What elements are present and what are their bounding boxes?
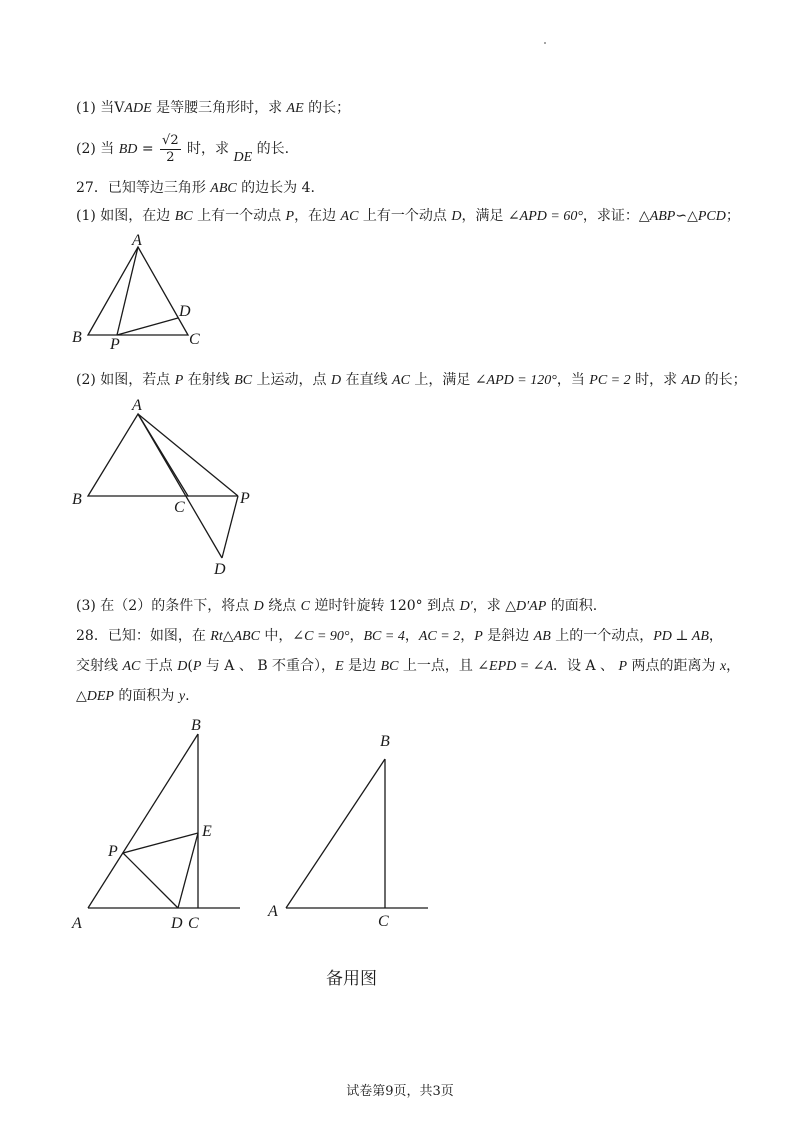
line-ac: AC: [392, 373, 410, 388]
t: ，: [349, 628, 364, 644]
t: 时，求: [630, 372, 682, 388]
t: 绕点: [263, 598, 301, 614]
q28-line3: [76, 686, 190, 707]
var-x: x: [719, 659, 727, 674]
t: 上，满足: [409, 372, 475, 388]
t: ．设 A 、: [553, 658, 619, 674]
label-d: D: [171, 915, 183, 932]
angle-apd: ∠APD = 60°: [507, 209, 583, 224]
angle-apd: ∠APD = 120°: [474, 373, 557, 388]
label-b: B: [72, 491, 82, 508]
q26-p2-fraction: [160, 133, 181, 166]
label-a: A: [72, 915, 82, 932]
q26-p2-text-c: 的长.: [252, 141, 290, 157]
t: 到点: [422, 598, 460, 614]
label-c: C: [174, 499, 185, 516]
label-c: C: [188, 915, 199, 932]
rt-triangle: Rt△ABC: [210, 629, 260, 644]
q27-figure-2: [60, 390, 260, 580]
pc-value: PC = 2: [589, 373, 631, 388]
hypotenuse-ab: [286, 759, 385, 908]
t: 于点: [140, 658, 178, 674]
t: 上有一个动点: [192, 208, 286, 224]
triangle-abc: [88, 414, 188, 496]
q27-part1: [76, 206, 740, 227]
t: 两点的距离为: [627, 658, 720, 674]
q26-p2-lhs: BD: [118, 142, 138, 157]
pt-p: P: [174, 373, 184, 388]
t: 在射线: [183, 372, 235, 388]
q28-line2: [76, 656, 740, 677]
t: ，当: [556, 372, 590, 388]
page-footer: 试卷第9页，共3页: [346, 1084, 454, 1099]
t: 逆时针旋转: [310, 598, 389, 614]
q28-figure-2: [260, 726, 440, 932]
t: 交射线: [76, 658, 123, 674]
q27-intro-tri: ABC: [210, 181, 237, 196]
seg-ab: AB: [533, 629, 551, 644]
t: 是斜边: [482, 628, 534, 644]
pt-d: D: [253, 599, 264, 614]
t: 上一点，且: [398, 658, 478, 674]
pt-d-prime: D′: [459, 599, 473, 614]
q27-intro: [76, 178, 315, 199]
scan-speck: [544, 42, 546, 44]
t: (2) 如图，若点: [76, 372, 175, 388]
pt-p: P: [192, 659, 202, 674]
t: (1) 如图，在边: [76, 208, 175, 224]
fraction-denominator: 2: [166, 149, 175, 165]
segment-ap: [117, 247, 138, 335]
seg-bc: BC: [380, 659, 399, 674]
t: (3) 在（2）的条件下，将点: [76, 598, 254, 614]
bc-value: BC = 4: [363, 629, 405, 644]
triangle-dap: △D′AP: [505, 599, 547, 614]
t: ，求: [472, 598, 506, 614]
t: 的长；: [700, 372, 747, 388]
rotation-angle: 120°: [388, 598, 423, 614]
q26-p2-eq: =: [137, 141, 159, 157]
q27-part3: [76, 596, 597, 617]
angle-epd: ∠EPD = ∠A: [477, 659, 554, 674]
q27-figure-1: [60, 228, 220, 356]
pt-d: D: [177, 659, 188, 674]
q27-part2: [76, 370, 747, 391]
t: 上的一个动点，: [550, 628, 654, 644]
t: (: [187, 658, 193, 674]
triangle-dep: △DEP: [76, 689, 114, 704]
pt-d: D: [451, 209, 462, 224]
pt-c: C: [300, 599, 311, 614]
hypotenuse-ab: [88, 734, 198, 908]
label-p: P: [110, 336, 120, 353]
label-b: B: [72, 329, 82, 346]
q26-p1-name: ADE: [124, 101, 152, 116]
t: ；: [725, 208, 740, 224]
label-a: A: [132, 232, 142, 249]
pt-e: E: [335, 659, 344, 674]
perpendicular: PD ⊥ AB: [653, 629, 709, 644]
label-b: B: [380, 733, 390, 750]
t: 上有一个动点: [358, 208, 452, 224]
q28-line1: [76, 626, 723, 647]
seg-ad: AD: [681, 373, 701, 388]
segment-pd: [123, 853, 178, 908]
q26-p1-text-b: 是等腰三角形时，求: [151, 100, 287, 116]
pt-p: P: [618, 659, 628, 674]
line-ad: [138, 414, 222, 558]
t: ，: [726, 658, 741, 674]
ray-bc: BC: [234, 373, 253, 388]
segment-pd: [222, 496, 238, 558]
angle-c: ∠C = 90°: [292, 629, 350, 644]
var-y: y: [178, 689, 186, 704]
seg-ac: AC: [340, 209, 359, 224]
t: ，求证：: [582, 208, 639, 224]
t: ，: [460, 628, 475, 644]
q26-p1-seg: AE: [286, 101, 304, 116]
label-p: P: [108, 843, 118, 860]
label-p: P: [240, 490, 250, 507]
label-c: C: [189, 331, 200, 348]
t: 的面积为: [113, 688, 179, 704]
q26-p2-text-b: 时，求: [182, 141, 234, 157]
label-c: C: [378, 913, 389, 930]
pt-d: D: [331, 373, 342, 388]
q26-p2-text-a: (2) 当: [76, 141, 119, 157]
t: ，: [404, 628, 419, 644]
segment-pd: [117, 318, 178, 335]
q26-p1-text-a: (1) 当: [76, 100, 115, 116]
label-b: B: [191, 717, 201, 734]
t: 在直线: [341, 372, 393, 388]
t: ，满足: [461, 208, 508, 224]
ac-value: AC = 2: [418, 629, 461, 644]
pt-p: P: [285, 209, 295, 224]
t: 的面积.: [546, 598, 598, 614]
label-a: A: [268, 903, 278, 920]
q26-p1-tri: V: [114, 100, 125, 116]
pt-p: P: [474, 629, 483, 644]
t: ，: [708, 628, 723, 644]
t: 与 A 、 B 不重合），: [201, 658, 336, 674]
segment-de: [178, 833, 198, 908]
t: 上运动，点: [252, 372, 331, 388]
label-d: D: [179, 303, 191, 320]
ray-ac: AC: [122, 659, 141, 674]
q28-figure-1: [60, 714, 260, 934]
q27-intro-b: 的边长为 4.: [236, 180, 315, 196]
q26-part1: [76, 98, 350, 119]
label-e: E: [202, 823, 212, 840]
similar-triangles: △ABP∽△PCD: [638, 209, 726, 224]
triangle-abc: [88, 247, 188, 335]
t: .: [185, 688, 190, 704]
seg-bc: BC: [174, 209, 193, 224]
q26-p1-text-c: 的长；: [303, 100, 351, 116]
t: ，在边: [294, 208, 341, 224]
t: 28．已知：如图，在: [76, 628, 211, 644]
q26-part2: [76, 132, 289, 167]
q27-intro-a: 27．已知等边三角形: [76, 180, 211, 196]
fraction-numerator: √2: [162, 132, 179, 148]
spare-figure-caption: 备用图: [326, 969, 377, 989]
label-d: D: [214, 561, 226, 578]
segment-ap: [138, 414, 238, 496]
label-a: A: [132, 397, 142, 414]
t: 中，: [259, 628, 293, 644]
t: 是边: [343, 658, 381, 674]
q26-p2-seg: DE: [233, 150, 253, 165]
